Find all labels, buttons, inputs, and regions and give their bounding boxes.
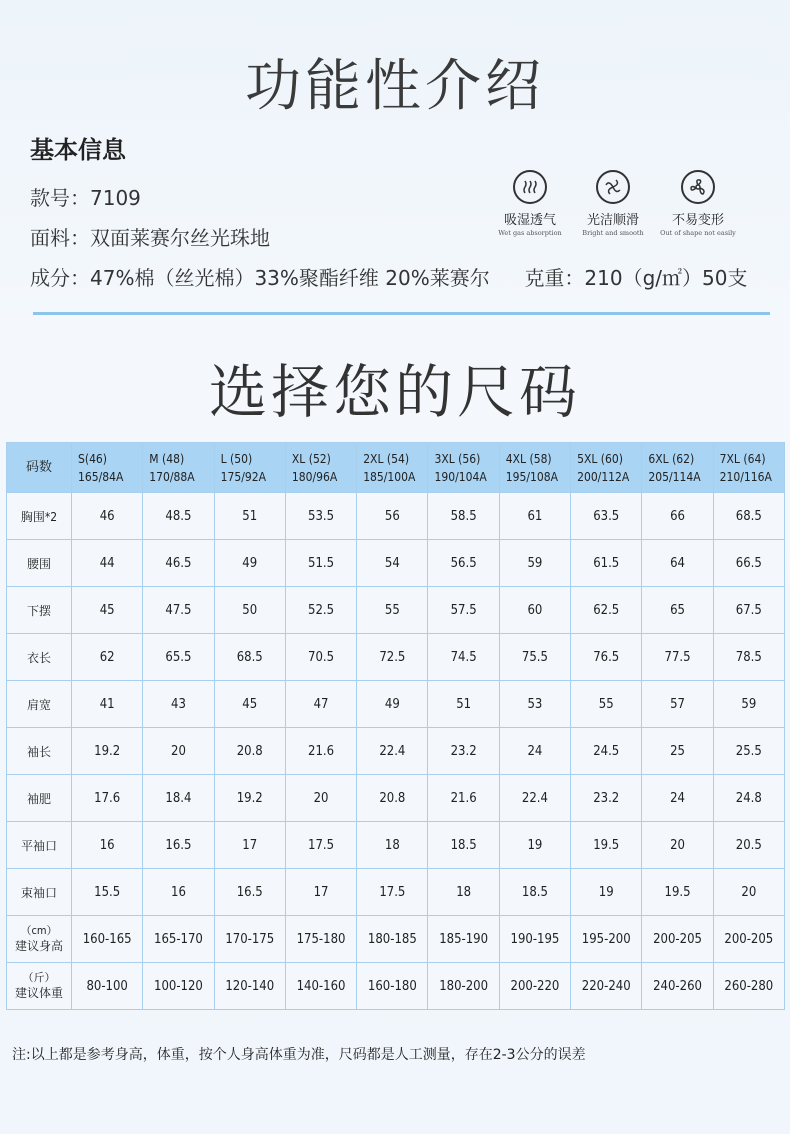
measure-value-cell: 19.2 [72, 728, 143, 775]
measure-value-cell: 15.5 [72, 869, 143, 916]
feature-label: 不易变形 [671, 213, 724, 228]
size-header-cell: XL (52) 180/96A [285, 443, 356, 493]
table-row [7, 493, 785, 540]
measure-value-cell: 17 [214, 822, 285, 869]
measure-value-cell: 70.5 [285, 634, 356, 681]
measure-value-cell: 19.5 [571, 822, 642, 869]
measure-value-cell: 53.5 [285, 493, 356, 540]
range-value-cell: 160-180 [357, 963, 428, 1010]
measure-value-cell: 59 [499, 540, 570, 587]
measure-value-cell: 49 [357, 681, 428, 728]
measure-value-cell: 76.5 [571, 634, 642, 681]
unit-label: （cm） [20, 924, 58, 937]
measure-value-cell: 53 [499, 681, 570, 728]
measure-value-cell: 19 [499, 822, 570, 869]
measure-name-cell: 束袖口 [7, 869, 72, 916]
measure-value-cell: 19.5 [642, 869, 713, 916]
measure-value-cell: 16 [143, 869, 214, 916]
size-header-cell: 4XL (58) 195/108A [499, 443, 570, 493]
measure-value-cell: 18.5 [499, 869, 570, 916]
table-row [7, 634, 785, 681]
table-row [7, 869, 785, 916]
measure-value-cell: 43 [143, 681, 214, 728]
measure-value-cell: 20 [143, 728, 214, 775]
measure-value-cell: 45 [72, 587, 143, 634]
measure-value-cell: 16.5 [214, 869, 285, 916]
measure-value-cell: 22.4 [357, 728, 428, 775]
measure-value-cell: 56.5 [428, 540, 499, 587]
table-row [7, 916, 785, 963]
range-value-cell: 175-180 [285, 916, 356, 963]
range-value-cell: 160-165 [72, 916, 143, 963]
measure-value-cell: 50 [214, 587, 285, 634]
measure-value-cell: 24.5 [571, 728, 642, 775]
measure-value-cell: 51.5 [285, 540, 356, 587]
range-value-cell: 100-120 [143, 963, 214, 1010]
feature-sublabel: Out of shape not easily [660, 229, 736, 237]
size-header-cell: M (48) 170/88A [143, 443, 214, 493]
basic-info-heading: 基本信息 [30, 136, 126, 164]
measure-name-cell: 平袖口 [7, 822, 72, 869]
unit-label: （斤） [22, 971, 56, 984]
table-row [7, 775, 785, 822]
measure-value-cell: 17 [285, 869, 356, 916]
measure-value-cell: 23.2 [571, 775, 642, 822]
fabric-info: 面料：双面莱赛尔丝光珠地 [30, 226, 270, 250]
measure-value-cell: 66.5 [713, 540, 784, 587]
measure-value-cell: 41 [72, 681, 143, 728]
measure-value-cell: 59 [713, 681, 784, 728]
feature-sublabel: Bright and smooth [582, 229, 644, 237]
measure-value-cell: 48.5 [143, 493, 214, 540]
measure-value-cell: 52.5 [285, 587, 356, 634]
measure-value-cell: 17.5 [357, 869, 428, 916]
measure-value-cell: 75.5 [499, 634, 570, 681]
composition-weight-line [30, 262, 748, 291]
measure-value-cell: 18.4 [143, 775, 214, 822]
table-row [7, 963, 785, 1010]
style-number: 款号：7109 [30, 186, 141, 210]
measure-value-cell: 47 [285, 681, 356, 728]
range-value-cell: 165-170 [143, 916, 214, 963]
row-label: 建议体重 [14, 986, 63, 1000]
measure-value-cell: 46 [72, 493, 143, 540]
measure-value-cell: 65 [642, 587, 713, 634]
section-title-features: 功能性介绍 [245, 54, 545, 119]
range-value-cell: 220-240 [571, 963, 642, 1010]
range-value-cell: 80-100 [72, 963, 143, 1010]
measure-name-cell: 袖长 [7, 728, 72, 775]
measure-value-cell: 72.5 [357, 634, 428, 681]
measure-value-cell: 20 [285, 775, 356, 822]
measure-value-cell: 47.5 [143, 587, 214, 634]
measure-value-cell: 62.5 [571, 587, 642, 634]
size-header-cell: 5XL (60) 200/112A [571, 443, 642, 493]
measure-value-cell: 67.5 [713, 587, 784, 634]
feature-label: 光洁顺滑 [586, 213, 639, 228]
measure-value-cell: 77.5 [642, 634, 713, 681]
size-chart-table [6, 442, 785, 1010]
range-value-cell: 195-200 [571, 916, 642, 963]
measure-value-cell: 20.5 [713, 822, 784, 869]
range-value-cell: 180-185 [357, 916, 428, 963]
measure-value-cell: 16 [72, 822, 143, 869]
measure-value-cell: 57.5 [428, 587, 499, 634]
table-row [7, 540, 785, 587]
measure-value-cell: 20.8 [357, 775, 428, 822]
feature-shape [638, 170, 758, 237]
measure-value-cell: 61.5 [571, 540, 642, 587]
measure-value-cell: 18 [428, 869, 499, 916]
measure-name-cell [7, 916, 72, 963]
bright-icon [596, 170, 630, 204]
range-value-cell: 200-220 [499, 963, 570, 1010]
measure-value-cell: 63.5 [571, 493, 642, 540]
size-corner-cell: 码数 [7, 443, 72, 493]
measure-value-cell: 58.5 [428, 493, 499, 540]
measure-value-cell: 61 [499, 493, 570, 540]
measure-value-cell: 18.5 [428, 822, 499, 869]
measure-value-cell: 19.2 [214, 775, 285, 822]
measure-name-cell: 衣长 [7, 634, 72, 681]
measure-name-cell: 腰围 [7, 540, 72, 587]
measure-value-cell: 19 [571, 869, 642, 916]
measure-value-cell: 17.5 [285, 822, 356, 869]
measure-value-cell: 24 [499, 728, 570, 775]
composition-info: 成分：47%棉（丝光棉）33%聚酯纤维 20%莱赛尔 [30, 266, 490, 290]
measure-value-cell: 74.5 [428, 634, 499, 681]
measure-value-cell: 23.2 [428, 728, 499, 775]
measure-value-cell: 25 [642, 728, 713, 775]
size-header-row [7, 443, 785, 493]
measure-value-cell: 22.4 [499, 775, 570, 822]
feature-label: 吸湿透气 [503, 213, 556, 228]
shape-icon [681, 170, 715, 204]
table-row [7, 728, 785, 775]
measure-value-cell: 55 [357, 587, 428, 634]
size-header-cell: 7XL (64) 210/116A [713, 443, 784, 493]
range-value-cell: 120-140 [214, 963, 285, 1010]
measure-value-cell: 25.5 [713, 728, 784, 775]
measure-value-cell: 78.5 [713, 634, 784, 681]
range-value-cell: 185-190 [428, 916, 499, 963]
measure-name-cell [7, 963, 72, 1010]
measure-value-cell: 20 [713, 869, 784, 916]
table-row [7, 587, 785, 634]
measurement-note: 注:以上都是参考身高，体重，按个人身高体重为准，尺码都是人工测量，存在2-3公分的误差 [12, 1047, 586, 1063]
size-header-cell: S(46) 165/84A [72, 443, 143, 493]
measure-value-cell: 65.5 [143, 634, 214, 681]
table-row [7, 822, 785, 869]
measure-value-cell: 16.5 [143, 822, 214, 869]
measure-name-cell: 袖肥 [7, 775, 72, 822]
measure-value-cell: 21.6 [285, 728, 356, 775]
measure-value-cell: 62 [72, 634, 143, 681]
weight-info: 克重：210（g/㎡）50支 [524, 266, 748, 290]
measure-value-cell: 66 [642, 493, 713, 540]
measure-value-cell: 64 [642, 540, 713, 587]
range-value-cell: 240-260 [642, 963, 713, 1010]
size-header-cell: 2XL (54) 185/100A [357, 443, 428, 493]
section-divider [33, 312, 770, 315]
measure-value-cell: 21.6 [428, 775, 499, 822]
measure-value-cell: 20 [642, 822, 713, 869]
measure-value-cell: 68.5 [713, 493, 784, 540]
measure-value-cell: 46.5 [143, 540, 214, 587]
measure-value-cell: 57 [642, 681, 713, 728]
range-value-cell: 140-160 [285, 963, 356, 1010]
size-header-cell: L (50) 175/92A [214, 443, 285, 493]
size-header-cell: 6XL (62) 205/114A [642, 443, 713, 493]
measure-value-cell: 18 [357, 822, 428, 869]
measure-value-cell: 20.8 [214, 728, 285, 775]
measure-value-cell: 55 [571, 681, 642, 728]
measure-value-cell: 56 [357, 493, 428, 540]
measure-value-cell: 68.5 [214, 634, 285, 681]
measure-value-cell: 44 [72, 540, 143, 587]
size-header-cell: 3XL (56) 190/104A [428, 443, 499, 493]
measure-value-cell: 60 [499, 587, 570, 634]
range-value-cell: 190-195 [499, 916, 570, 963]
measure-name-cell: 下摆 [7, 587, 72, 634]
measure-name-cell: 肩宽 [7, 681, 72, 728]
range-value-cell: 170-175 [214, 916, 285, 963]
measure-value-cell: 54 [357, 540, 428, 587]
range-value-cell: 180-200 [428, 963, 499, 1010]
measure-value-cell: 49 [214, 540, 285, 587]
measure-value-cell: 24 [642, 775, 713, 822]
measure-value-cell: 24.8 [713, 775, 784, 822]
feature-sublabel: Wet gas absorption [498, 229, 562, 237]
measure-value-cell: 17.6 [72, 775, 143, 822]
section-title-size: 选择您的尺码 [208, 358, 581, 426]
row-label: 建议身高 [14, 939, 63, 953]
moisture-icon [513, 170, 547, 204]
measure-name-cell: 胸围*2 [7, 493, 72, 540]
range-value-cell: 200-205 [642, 916, 713, 963]
size-table-body [7, 493, 785, 1010]
measure-value-cell: 51 [428, 681, 499, 728]
measure-value-cell: 45 [214, 681, 285, 728]
range-value-cell: 200-205 [713, 916, 784, 963]
measure-value-cell: 51 [214, 493, 285, 540]
range-value-cell: 260-280 [713, 963, 784, 1010]
table-row [7, 681, 785, 728]
